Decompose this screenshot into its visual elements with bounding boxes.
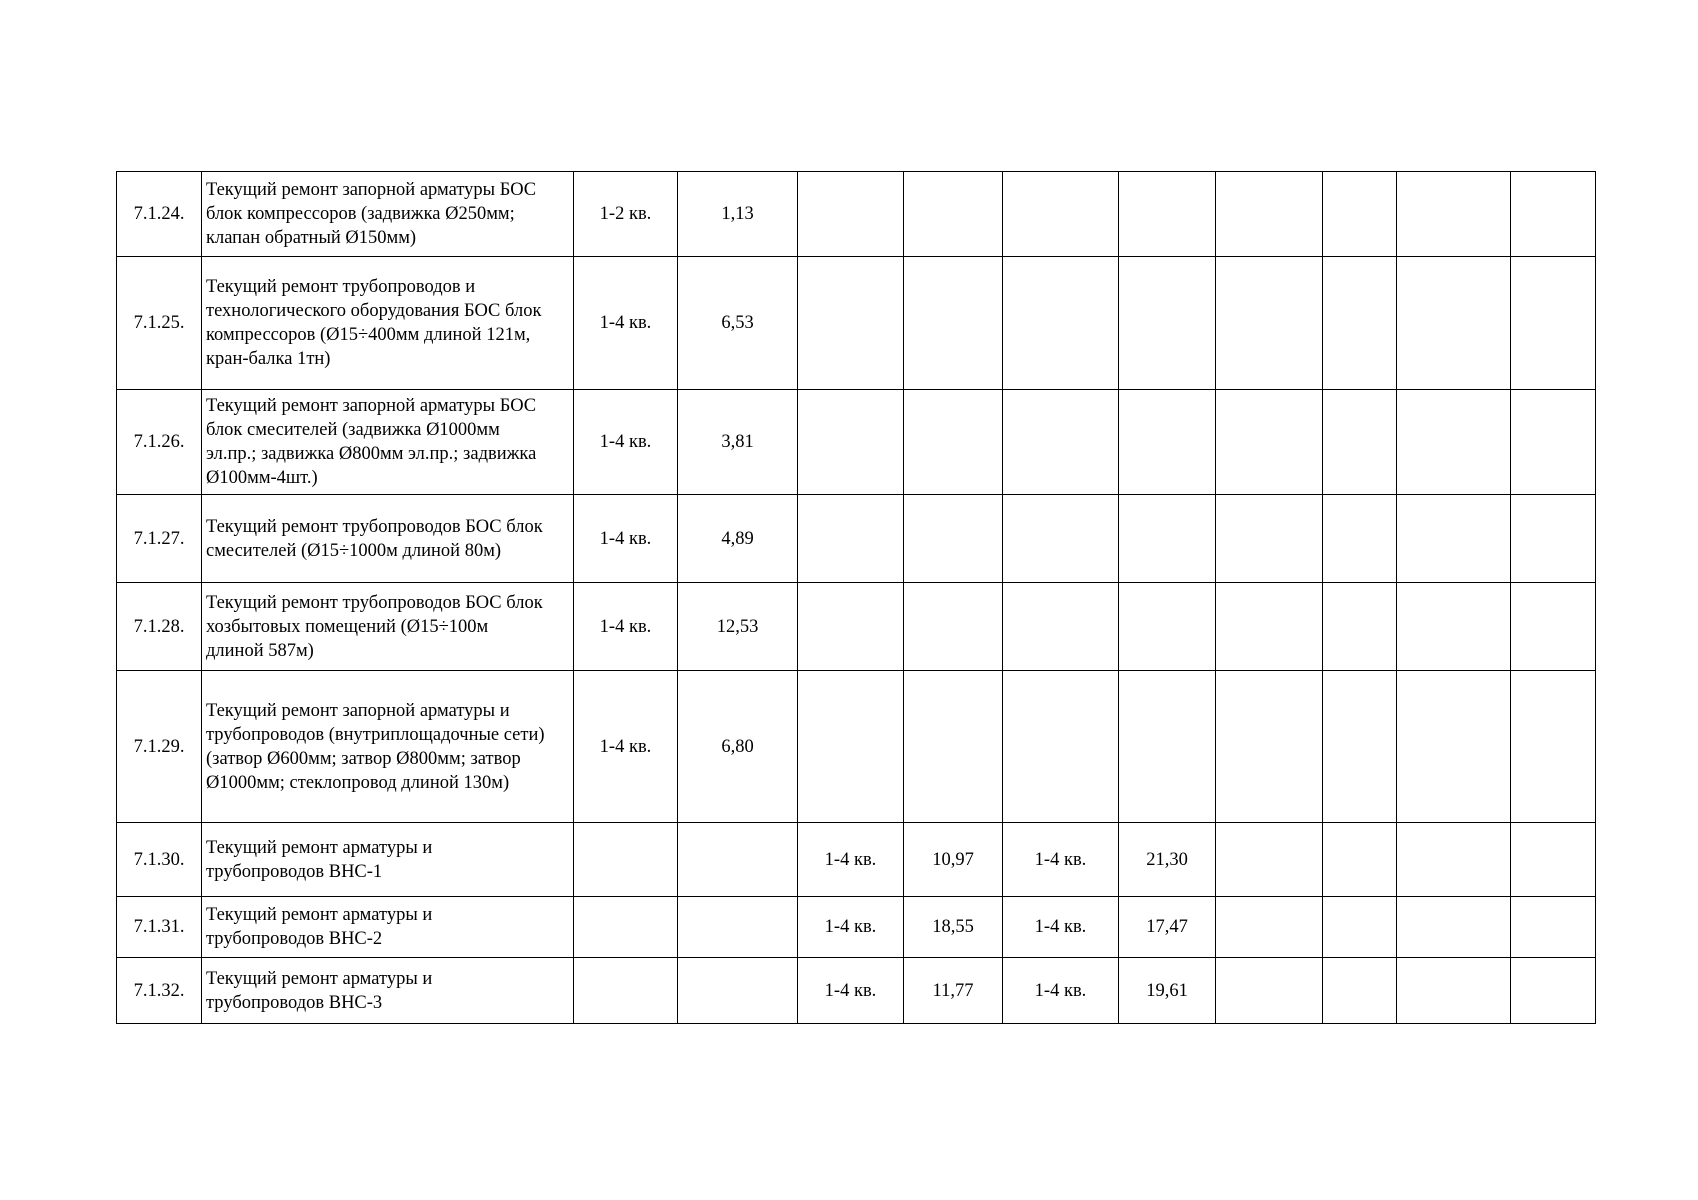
description-line: длиной 587м)	[206, 640, 314, 661]
amount-cell	[678, 823, 798, 897]
empty-cell	[1511, 958, 1596, 1024]
description-line: (затвор Ø600мм; затвор Ø800мм; затвор	[206, 748, 521, 769]
description-line: Ø100мм-4шт.)	[206, 468, 318, 488]
empty-cell	[1397, 823, 1511, 897]
empty-cell	[1511, 495, 1596, 583]
amount-cell: 12,53	[678, 583, 798, 671]
work-description-cell	[202, 495, 574, 583]
description-line: эл.пр.; задвижка Ø800мм эл.пр.; задвижка	[206, 444, 537, 464]
empty-cell	[1511, 823, 1596, 897]
empty-cell	[1216, 823, 1323, 897]
amount-cell	[1119, 583, 1216, 671]
period-cell	[574, 958, 678, 1024]
amount-cell	[678, 958, 798, 1024]
work-description-cell	[202, 958, 574, 1024]
item-number-cell: 7.1.30.	[117, 823, 202, 897]
amount-cell: 3,81	[678, 390, 798, 495]
description-line: Текущий ремонт трубопроводов и	[206, 277, 476, 297]
description-line: Текущий ремонт запорной арматуры БОС	[206, 396, 537, 416]
amount-cell	[904, 495, 1003, 583]
empty-cell	[1216, 897, 1323, 958]
empty-cell	[1216, 390, 1323, 495]
work-schedule-table	[116, 171, 1596, 1024]
table-row	[117, 958, 1596, 1024]
period-cell: 1-4 кв.	[574, 390, 678, 495]
empty-cell	[1511, 172, 1596, 257]
item-number-cell: 7.1.32.	[117, 958, 202, 1024]
description-line: Текущий ремонт трубопроводов БОС блок	[206, 516, 543, 537]
description-line: Текущий ремонт запорной арматуры БОС	[206, 180, 537, 200]
work-description-cell	[202, 390, 574, 495]
amount-cell	[904, 583, 1003, 671]
empty-cell	[1323, 172, 1397, 257]
description-line: Текущий ремонт арматуры и	[206, 837, 433, 858]
description-line: блок смесителей (задвижка Ø1000мм	[206, 420, 500, 440]
empty-cell	[1397, 671, 1511, 823]
period-cell	[1003, 257, 1119, 390]
item-number-cell: 7.1.24.	[117, 172, 202, 257]
table-row	[117, 583, 1596, 671]
amount-cell: 17,47	[1119, 897, 1216, 958]
description-line: Текущий ремонт запорной арматуры и	[206, 700, 510, 721]
item-number-cell: 7.1.31.	[117, 897, 202, 958]
amount-cell: 6,53	[678, 257, 798, 390]
table-row	[117, 390, 1596, 495]
amount-cell	[904, 390, 1003, 495]
table-body	[117, 172, 1596, 1024]
table-row	[117, 257, 1596, 390]
empty-cell	[1397, 495, 1511, 583]
description-line: клапан обратный Ø150мм)	[206, 228, 417, 248]
work-description-cell	[202, 671, 574, 823]
description-line: трубопроводов ВНС-2	[206, 929, 383, 949]
period-cell: 1-4 кв.	[798, 823, 904, 897]
amount-cell: 11,77	[904, 958, 1003, 1024]
period-cell	[1003, 583, 1119, 671]
period-cell	[1003, 495, 1119, 583]
work-description-cell	[202, 897, 574, 958]
period-cell	[798, 390, 904, 495]
period-cell	[574, 897, 678, 958]
period-cell: 1-4 кв.	[1003, 897, 1119, 958]
amount-cell: 10,97	[904, 823, 1003, 897]
period-cell	[1003, 172, 1119, 257]
period-cell: 1-4 кв.	[574, 495, 678, 583]
item-number-cell: 7.1.25.	[117, 257, 202, 390]
table-row	[117, 671, 1596, 823]
period-cell	[798, 671, 904, 823]
item-number-cell: 7.1.29.	[117, 671, 202, 823]
empty-cell	[1323, 390, 1397, 495]
work-description-cell	[202, 172, 574, 257]
period-cell	[798, 172, 904, 257]
work-description-cell	[202, 823, 574, 897]
empty-cell	[1511, 897, 1596, 958]
description-line: кран-балка 1тн)	[206, 349, 331, 369]
amount-cell	[1119, 495, 1216, 583]
empty-cell	[1397, 172, 1511, 257]
amount-cell: 6,80	[678, 671, 798, 823]
amount-cell: 4,89	[678, 495, 798, 583]
amount-cell: 19,61	[1119, 958, 1216, 1024]
period-cell: 1-4 кв.	[574, 583, 678, 671]
period-cell: 1-2 кв.	[574, 172, 678, 257]
period-cell	[798, 495, 904, 583]
empty-cell	[1216, 495, 1323, 583]
empty-cell	[1323, 958, 1397, 1024]
amount-cell: 21,30	[1119, 823, 1216, 897]
table-row	[117, 897, 1596, 958]
amount-cell	[1119, 671, 1216, 823]
period-cell: 1-4 кв.	[574, 257, 678, 390]
empty-cell	[1511, 671, 1596, 823]
empty-cell	[1216, 671, 1323, 823]
empty-cell	[1511, 583, 1596, 671]
period-cell: 1-4 кв.	[798, 897, 904, 958]
empty-cell	[1323, 257, 1397, 390]
period-cell	[1003, 390, 1119, 495]
item-number-cell: 7.1.26.	[117, 390, 202, 495]
description-line: блок компрессоров (задвижка Ø250мм;	[206, 204, 515, 224]
empty-cell	[1323, 583, 1397, 671]
description-line: Ø1000мм; стеклопровод длиной 130м)	[206, 772, 510, 793]
amount-cell	[1119, 390, 1216, 495]
item-number-cell: 7.1.28.	[117, 583, 202, 671]
empty-cell	[1216, 257, 1323, 390]
empty-cell	[1397, 958, 1511, 1024]
amount-cell	[1119, 172, 1216, 257]
empty-cell	[1397, 257, 1511, 390]
empty-cell	[1397, 897, 1511, 958]
amount-cell: 18,55	[904, 897, 1003, 958]
amount-cell: 1,13	[678, 172, 798, 257]
period-cell	[798, 257, 904, 390]
period-cell: 1-4 кв.	[1003, 823, 1119, 897]
period-cell	[798, 583, 904, 671]
item-number-cell: 7.1.27.	[117, 495, 202, 583]
empty-cell	[1511, 390, 1596, 495]
empty-cell	[1323, 823, 1397, 897]
empty-cell	[1323, 495, 1397, 583]
amount-cell	[904, 172, 1003, 257]
period-cell	[1003, 671, 1119, 823]
table-row	[117, 823, 1596, 897]
description-line: трубопроводов (внутриплощадочные сети)	[206, 724, 545, 745]
work-description-cell	[202, 257, 574, 390]
empty-cell	[1323, 671, 1397, 823]
description-line: компрессоров (Ø15÷400мм длиной 121м,	[206, 325, 531, 345]
empty-cell	[1397, 583, 1511, 671]
description-line: Текущий ремонт арматуры и	[206, 905, 433, 925]
amount-cell	[678, 897, 798, 958]
description-line: смесителей (Ø15÷1000м длиной 80м)	[206, 540, 502, 561]
description-line: Текущий ремонт арматуры и	[206, 968, 433, 989]
empty-cell	[1511, 257, 1596, 390]
description-line: хозбытовых помещений (Ø15÷100м	[206, 616, 489, 637]
period-cell: 1-4 кв.	[798, 958, 904, 1024]
amount-cell	[904, 257, 1003, 390]
empty-cell	[1397, 390, 1511, 495]
empty-cell	[1216, 172, 1323, 257]
empty-cell	[1216, 583, 1323, 671]
empty-cell	[1323, 897, 1397, 958]
table-row	[117, 495, 1596, 583]
description-line: трубопроводов ВНС-1	[206, 861, 383, 882]
table-row	[117, 172, 1596, 257]
amount-cell	[1119, 257, 1216, 390]
period-cell: 1-4 кв.	[574, 671, 678, 823]
amount-cell	[904, 671, 1003, 823]
period-cell: 1-4 кв.	[1003, 958, 1119, 1024]
description-line: трубопроводов ВНС-3	[206, 992, 383, 1013]
description-line: Текущий ремонт трубопроводов БОС блок	[206, 592, 543, 613]
period-cell	[574, 823, 678, 897]
empty-cell	[1216, 958, 1323, 1024]
description-line: технологического оборудования БОС блок	[206, 301, 542, 321]
work-description-cell	[202, 583, 574, 671]
